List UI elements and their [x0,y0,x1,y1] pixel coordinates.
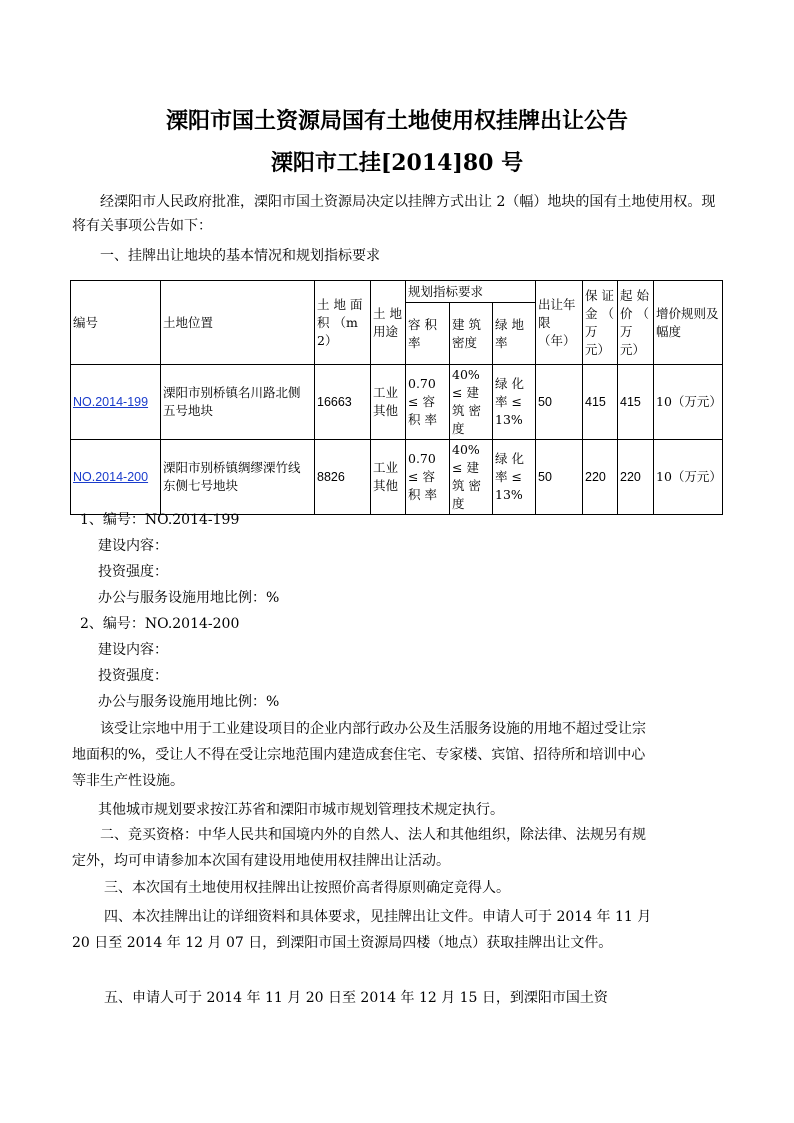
section4-paragraph: 四、本次挂牌出让的详细资料和具体要求，见挂牌出让文件。申请人可于 2014 年 11 月 20 日至 2014 年 12 月 07 日，到溧阳市国土资源局四楼（地点）获取挂牌出让文件。 [72,909,652,951]
item1-number: 1、编号：NO.2014-199 [80,512,240,528]
section5-paragraph: 五、申请人可于 2014 年 11 月 20 日至 2014 年 12 月 15 日，到溧阳市国土资 [104,990,608,1006]
item2-intensity: 投资强度： [98,668,168,684]
header-start-price: 起 始 价 （ 万 元） [618,281,654,365]
parcel-increment: 10（万元） [654,365,723,440]
parcel-increment: 10（万元） [654,440,723,515]
parcel-plot-ratio: 0.70 ≤ 容 积 率 [406,365,450,440]
header-location: 土地位置 [161,281,315,365]
parcel-deposit: 220 [583,440,618,515]
office-facility-paragraph: 该受让宗地中用于工业建设项目的企业内部行政办公及生活服务设施的用地不超过受让宗地面积的%，受让人不得在受让宗地范围内建造成套住宅、专家楼、宾馆、招待所和培训中心等非生产性设施。 [72,721,646,789]
document-number: 溧阳市工挂[2014]80 号 [270,150,524,176]
item1-content: 建设内容： [98,538,168,554]
document-title: 溧阳市国土资源局国有土地使用权挂牌出让公告 [165,108,628,134]
header-deposit: 保 证 金 （ 万 元） [583,281,618,365]
other-planning-paragraph: 其他城市规划要求按江苏省和溧阳市城市规划管理技术规定执行。 [98,802,504,818]
parcel-deposit: 415 [583,365,618,440]
parcel-area: 16663 [315,365,371,440]
parcel-green: 绿 化 率 ≤ 13% [493,440,536,515]
parcel-use: 工业其他 [371,440,406,515]
parcel-years: 50 [536,365,583,440]
parcel-density: 40% ≤ 建 筑 密度 [450,440,493,515]
table-row [71,365,723,440]
parcel-area: 8826 [315,440,371,515]
header-id: 编号 [71,281,161,365]
parcel-use: 工业其他 [371,365,406,440]
header-density: 建 筑 密度 [450,303,493,365]
header-plot-ratio: 容 积 率 [406,303,450,365]
intro-paragraph: 经溧阳市人民政府批准，溧阳市国土资源局决定以挂牌方式出让 2（幅）地块的国有土地使用权。现将有关事项公告如下： [72,194,716,234]
header-increment: 增价规则及幅度 [654,281,723,365]
parcel-id-link[interactable]: NO.2014-200 [71,440,161,515]
header-use: 土 地 用途 [371,281,406,365]
header-area: 土 地 面 积 （m2） [315,281,371,365]
item2-number: 2、编号：NO.2014-200 [80,616,240,632]
section2-paragraph: 二、竞买资格：中华人民共和国境内外的自然人、法人和其他组织，除法律、法规另有规定外，均可申请参加本次国有建设用地使用权挂牌出让活动。 [72,827,646,869]
parcel-start-price: 415 [618,365,654,440]
parcel-density: 40% ≤ 建 筑 密度 [450,365,493,440]
parcel-start-price: 220 [618,440,654,515]
header-years: 出让年限 （年） [536,281,583,365]
parcel-green: 绿 化 率 ≤ 13% [493,365,536,440]
parcel-years: 50 [536,440,583,515]
table-row [71,440,723,515]
item2-content: 建设内容： [98,642,168,658]
header-planning: 规划指标要求 [406,281,536,303]
item1-intensity: 投资强度： [98,564,168,580]
section1-heading: 一、挂牌出让地块的基本情况和规划指标要求 [100,248,380,264]
section3-paragraph: 三、本次国有土地使用权挂牌出让按照价高者得原则确定竞得人。 [104,880,510,896]
item1-office-ratio: 办公与服务设施用地比例：% [98,590,280,606]
parcel-location: 溧阳市别桥镇绸缪溧竹线东侧七号地块 [161,440,315,515]
header-green: 绿 地 率 [493,303,536,365]
item2-office-ratio: 办公与服务设施用地比例：% [98,694,280,710]
parcel-location: 溧阳市别桥镇名川路北侧五号地块 [161,365,315,440]
parcel-table [70,280,723,515]
parcel-id-link[interactable]: NO.2014-199 [71,365,161,440]
parcel-plot-ratio: 0.70 ≤ 容 积 率 [406,440,450,515]
